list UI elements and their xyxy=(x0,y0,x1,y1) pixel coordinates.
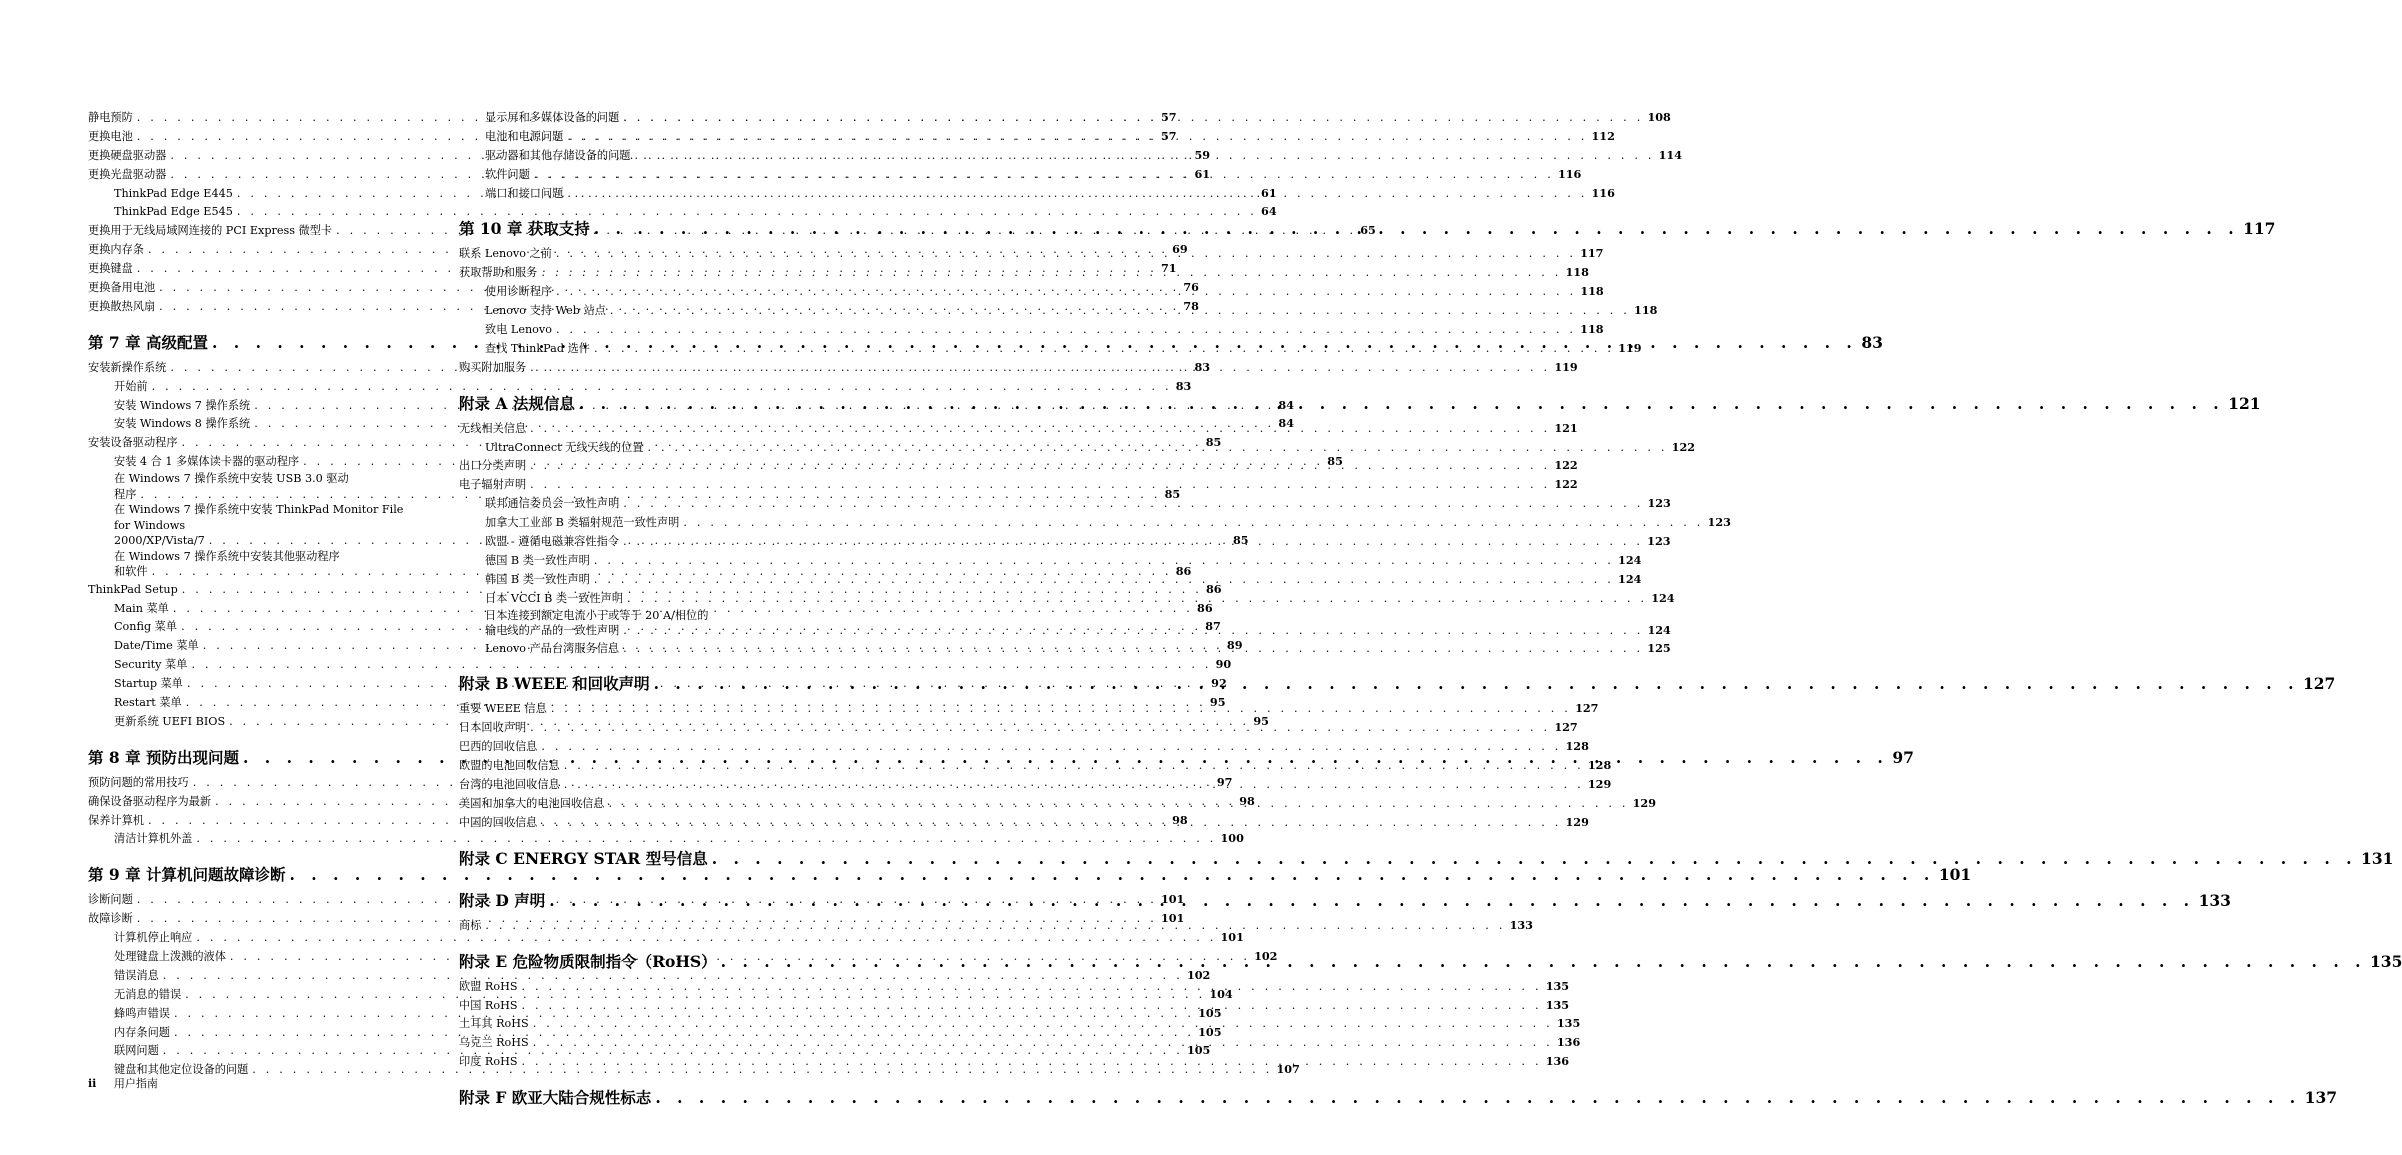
toc-page-number: 85 xyxy=(1327,454,1343,469)
toc-page-number: 124 xyxy=(1651,590,1675,605)
toc-entry-title: 韩国 B 类一致性声明 xyxy=(485,572,590,586)
toc-leader-dots xyxy=(547,700,1571,719)
toc-entry-title: 故障诊断 xyxy=(88,912,133,926)
toc-entry-title: Lenovo 产品台湾服务信息 xyxy=(485,641,620,655)
toc-entry-title: 美国和加拿大的电池回收信息 xyxy=(459,796,605,810)
toc-entry-title: ThinkPad Edge E545 xyxy=(114,205,233,219)
toc-entry-title: 附录 C ENERGY STAR 型号信息 xyxy=(459,848,708,868)
toc-page-number: 117 xyxy=(1580,246,1604,261)
toc-entry-title: Date/Time 菜单 xyxy=(114,639,199,653)
toc-leader-dots xyxy=(518,1053,1542,1072)
toc-entry-title: 更换键盘 xyxy=(88,262,133,276)
toc-entry-title-first-line: 在 Windows 7 操作系统中安装其他驱动程序 xyxy=(114,549,340,563)
toc-entry-title: 附录 F 欧亚大陆合规性标志 xyxy=(459,1088,652,1108)
toc-entry-title: 联系 Lenovo 之前 xyxy=(459,247,552,261)
toc-entry-title: 安装 Windows 8 操作系统 xyxy=(114,417,251,431)
toc-page-number: 84 xyxy=(1278,397,1294,412)
toc-page-number: 61 xyxy=(1261,185,1277,200)
toc-subsection-entry[interactable] xyxy=(459,551,1642,570)
toc-page-number: 101 xyxy=(1220,930,1244,945)
toc-leader-dots xyxy=(619,640,1643,659)
toc-entry-title: 软件问题 xyxy=(485,167,530,181)
toc-entry-title: 更换用于无线局域网连接的 PCI Express 微型卡 xyxy=(88,224,333,238)
toc-page-number: 83 xyxy=(1175,378,1192,393)
toc-page-number: 122 xyxy=(1554,477,1578,492)
toc-entry-title: 清洁计算机外盖 xyxy=(114,832,193,846)
toc-page-number: 78 xyxy=(1183,298,1199,313)
toc-page-number: 98 xyxy=(1239,793,1255,808)
toc-entry-title: 更换内存条 xyxy=(88,243,144,257)
toc-page-number: 95 xyxy=(1253,713,1269,728)
toc-leader-dots xyxy=(619,533,1643,552)
toc-entry-title: 联邦通信委员会一致性声明 xyxy=(485,497,620,511)
toc-entry-title: 输电线的产品的一致性声明 xyxy=(485,624,620,638)
toc-entry-title: Startup 菜单 xyxy=(114,677,183,691)
toc-page-number: 118 xyxy=(1565,265,1589,280)
toc-page-number: 128 xyxy=(1565,739,1589,754)
toc-page-number: 123 xyxy=(1707,515,1731,530)
toc-leader-dots xyxy=(651,1083,2300,1113)
toc-page-number: 127 xyxy=(2302,674,2336,694)
toc-page-number: 119 xyxy=(1554,359,1578,374)
toc-page-number: 135 xyxy=(1545,978,1570,993)
toc-page-number: 125 xyxy=(1647,640,1671,655)
toc-leader-dots xyxy=(590,340,1614,359)
toc-page-number: 107 xyxy=(1276,1062,1300,1077)
toc-entry-title: 确保设备驱动程序为最新 xyxy=(88,794,212,808)
toc-leader-dots xyxy=(619,623,1643,639)
toc-entry-title: 安装 4 合 1 多媒体读卡器的驱动程序 xyxy=(114,455,300,469)
toc-entry-title: 欧盟的电池回收信息 xyxy=(459,759,560,773)
toc-page-number: 97 xyxy=(1216,774,1233,789)
toc-entry-title: 无消息的错误 xyxy=(114,987,182,1001)
toc-entry-title: 商标 xyxy=(459,918,482,932)
toc-chapter-entry[interactable] xyxy=(459,1083,2338,1113)
toc-entry-title: 获取帮助和服务 xyxy=(459,266,538,280)
toc-leader-dots xyxy=(537,814,1561,833)
toc-entry-title: 键盘和其他定位设备的问题 xyxy=(114,1063,249,1077)
toc-entry-title: 巴西的回收信息 xyxy=(459,740,538,754)
toc-entry-title: 电池和电源问题 xyxy=(485,129,564,143)
toc-page-number: 85 xyxy=(1164,486,1181,501)
toc-page-number: 102 xyxy=(1186,967,1211,982)
toc-entry-title: 附录 A 法规信息 xyxy=(459,393,575,413)
toc-entry-title: 查找 ThinkPad 选件 xyxy=(485,341,590,355)
toc-subsection-entry[interactable] xyxy=(459,320,1604,339)
toc-entry-title: 附录 D 声明 xyxy=(459,890,546,910)
toc-page-number: 129 xyxy=(1565,814,1589,829)
toc-page-number: 59 xyxy=(1194,147,1211,162)
toc-page-number: 97 xyxy=(1892,747,1914,767)
toc-page-number: 127 xyxy=(1575,701,1599,716)
toc-page-number: 118 xyxy=(1580,284,1604,299)
toc-leader-dots xyxy=(526,359,1550,378)
toc-page-number: 92 xyxy=(1211,676,1227,691)
toc-page-number: 84 xyxy=(1278,416,1294,431)
toc-page-number: 104 xyxy=(1209,986,1233,1001)
toc-page-number: 98 xyxy=(1172,812,1188,827)
toc-page-number: 86 xyxy=(1197,600,1213,615)
toc-entry-title: 开始前 xyxy=(114,379,148,393)
toc-leader-dots xyxy=(529,1034,1553,1053)
toc-entry-title: 更换备用电池 xyxy=(88,281,156,295)
toc-page-number: 85 xyxy=(1232,533,1249,548)
toc-page-number: 85 xyxy=(1205,435,1222,450)
toc-page-number: 121 xyxy=(2228,393,2261,413)
toc-page-number: 65 xyxy=(1360,223,1376,238)
toc-entry-title: 安装设备驱动程序 xyxy=(88,436,178,450)
toc-entry-title: 更换散热风扇 xyxy=(88,299,156,313)
toc-subsection-entry[interactable] xyxy=(459,494,1671,513)
toc-entry-title: 加拿大工业部 B 类辐射规范一致性声明 xyxy=(485,516,680,530)
toc-subsection-entry[interactable] xyxy=(88,966,1211,985)
toc-page-number: 101 xyxy=(1938,865,1972,885)
toc-leader-dots xyxy=(518,997,1542,1016)
toc-page-number: 61 xyxy=(1194,166,1211,181)
toc-leader-dots xyxy=(643,439,1667,458)
toc-entry-title: 附录 B WEEE 和回收声明 xyxy=(459,674,650,694)
toc-entry-title: 更换电池 xyxy=(88,129,133,143)
toc-entry-title: Security 菜单 xyxy=(114,658,188,672)
toc-leader-dots xyxy=(717,947,2366,977)
toc-entry-title: 附录 E 危险物质限制指令（RoHS） xyxy=(459,951,717,971)
toc-entry-title: 静电预防 xyxy=(88,111,133,124)
toc-page-number: 123 xyxy=(1647,496,1671,511)
toc-page-number: 127 xyxy=(1554,720,1578,735)
toc-entry-title: 第 10 章 获取支持 xyxy=(459,219,590,239)
toc-entry-title: 日本回收声明 xyxy=(459,721,527,735)
toc-entry-title: 驱动器和其他存储设备的问题 xyxy=(485,148,631,162)
toc-page-number: 90 xyxy=(1215,657,1232,672)
toc-leader-dots xyxy=(526,420,1550,439)
footer-book-title: 用户指南 xyxy=(113,1077,158,1090)
toc-leader-dots xyxy=(545,886,2194,916)
toc-leader-dots xyxy=(630,147,1654,166)
toc-page-number: 133 xyxy=(1509,917,1533,932)
toc-entry-title: 更换光盘驱动器 xyxy=(88,167,167,181)
toc-entry-title: 处理键盘上泼溅的液体 xyxy=(114,950,226,963)
toc-entry-title: 蜂鸣声错误 xyxy=(114,1006,170,1020)
toc-page-number: 69 xyxy=(1172,242,1188,257)
toc-page-number: 83 xyxy=(1861,332,1883,352)
toc-page-number: 136 xyxy=(1556,1035,1581,1050)
toc-page-number: 116 xyxy=(1591,185,1615,200)
toc-page-number: 135 xyxy=(1556,1016,1581,1031)
toc-entry-title: Main 菜单 xyxy=(114,601,169,615)
toc-subsection-entry[interactable] xyxy=(88,928,1244,947)
toc-page-number: 105 xyxy=(1198,1024,1222,1039)
toc-page-number: 118 xyxy=(1580,322,1604,337)
toc-page-number: 131 xyxy=(2361,848,2394,868)
toc-entry-title-first-line: 在 Windows 7 操作系统中安装 USB 3.0 驱动 xyxy=(114,472,349,486)
toc-subsection-entry[interactable] xyxy=(88,829,1244,848)
toc-leader-dots xyxy=(563,185,1587,204)
toc-subsection-entry[interactable] xyxy=(459,339,1642,358)
toc-entry-title: 计算机停止响应 xyxy=(114,931,193,945)
toc-entry-title: 更新系统 UEFI BIOS xyxy=(114,714,226,728)
toc-leader-dots xyxy=(530,166,1554,185)
toc-entry-title: 错误消息 xyxy=(114,968,159,982)
toc-entry-title: 重要 WEEE 信息 xyxy=(459,702,547,716)
toc-leader-dots xyxy=(590,571,1614,590)
toc-entry-title: 印度 RoHS xyxy=(459,1055,518,1069)
toc-leader-dots xyxy=(623,590,1647,609)
toc-entry-title: 端口和接口问题 xyxy=(485,186,564,200)
toc-leader-dots xyxy=(606,302,1630,321)
toc-page-number: 122 xyxy=(1554,458,1578,473)
toc-entry-title: 诊断问题 xyxy=(88,893,133,907)
toc-page-number: 124 xyxy=(1618,571,1642,586)
toc-entry-title: 欧盟 - 遵循电磁兼容性指令 xyxy=(485,535,619,549)
toc-entry-title: 土耳其 RoHS xyxy=(459,1017,529,1031)
toc-page-number: 64 xyxy=(1261,204,1277,219)
toc-leader-dots xyxy=(619,495,1643,514)
toc-page-number: 89 xyxy=(1226,638,1243,653)
toc-entry-title: 日本 VCCI B 类一致性声明 xyxy=(485,591,624,605)
toc-leader-dots xyxy=(590,214,2239,244)
toc-leader-dots xyxy=(619,109,1643,128)
toc-page-number: 57 xyxy=(1160,128,1177,143)
toc-leader-dots xyxy=(552,283,1576,302)
toc-entry-title: 第 7 章 高级配置 xyxy=(88,332,208,352)
footer-page-number: ii xyxy=(88,1077,97,1090)
toc-entry-title: 第 9 章 计算机问题故障诊断 xyxy=(88,865,286,885)
toc-entry-second-line xyxy=(114,486,1181,503)
toc-page-number: 114 xyxy=(1658,147,1682,162)
toc-entry-title: 安装新操作系统 xyxy=(88,360,167,374)
toc-page-number: 129 xyxy=(1632,795,1656,810)
toc-leader-dots xyxy=(537,264,1561,283)
toc-section-entry[interactable] xyxy=(459,737,1589,756)
toc-leader-dots xyxy=(563,128,1587,147)
toc-entry-title: UltraConnect 无线天线的位置 xyxy=(485,440,644,454)
toc-page-number: 119 xyxy=(1618,340,1642,355)
toc-leader-dots xyxy=(526,457,1550,476)
toc-page-number: 101 xyxy=(1160,911,1185,926)
toc-entry-title: 中国 RoHS xyxy=(459,998,518,1012)
toc-page-number: 112 xyxy=(1591,128,1615,143)
toc-section-entry[interactable] xyxy=(459,756,1612,775)
toc-entry-title: 出口分类声明 xyxy=(459,459,527,473)
toc-page-number: 57 xyxy=(1160,110,1177,124)
toc-page-number: 76 xyxy=(1183,280,1199,295)
toc-leader-dots xyxy=(679,514,1703,533)
toc-page-number: 86 xyxy=(1205,581,1222,596)
toc-page-number: 128 xyxy=(1587,758,1612,773)
toc-entry-title: 2000/XP/Vista/7 xyxy=(114,534,205,548)
toc-subsection-entry[interactable] xyxy=(88,377,1192,396)
toc-page-number: 123 xyxy=(1647,534,1671,549)
toc-leader-dots xyxy=(560,776,1584,795)
toc-entry-title: Restart 菜单 xyxy=(114,695,182,709)
toc-page-number: 129 xyxy=(1587,777,1612,792)
toc-entry-title-first-line: 在 Windows 7 操作系统中安装 ThinkPad Monitor File for Windows xyxy=(114,503,404,532)
toc-page-number: 136 xyxy=(1545,1054,1570,1069)
toc-page-number: 124 xyxy=(1647,623,1671,638)
toc-entry-title: 欧盟 RoHS xyxy=(459,979,518,993)
toc-leader-dots xyxy=(518,978,1542,997)
toc-page-number: 133 xyxy=(2198,890,2231,910)
toc-page-number: 122 xyxy=(1671,439,1696,454)
toc-page-number: 117 xyxy=(2243,219,2276,239)
toc-page-number: 116 xyxy=(1557,166,1582,181)
toc-chapter-entry[interactable] xyxy=(88,860,1972,890)
toc-entry-title-first-line: 日本连接到额定电流小于或等于 20 A/相位的 xyxy=(485,608,709,622)
toc-leader-dots xyxy=(590,552,1614,571)
toc-entry-title: 第 8 章 预防出现问题 xyxy=(88,747,239,767)
toc-entry-title: 内存条问题 xyxy=(114,1025,170,1039)
toc-leader-dots xyxy=(537,738,1561,757)
toc-page-number: 137 xyxy=(2304,1088,2338,1108)
toc-entry-title: 致电 Lenovo xyxy=(485,323,552,337)
toc-entry-title: 程序 xyxy=(114,487,137,501)
toc-entry-title: 购买附加服务 xyxy=(459,360,527,374)
toc-entry-title: Lenovo 支持 Web 站点 xyxy=(485,304,606,318)
toc-entry-title: 无线相关信息 xyxy=(459,421,527,435)
toc-entry-title: ThinkPad Setup xyxy=(88,582,178,596)
toc-entry-title: 显示屏和多媒体设备的问题 xyxy=(485,111,620,124)
toc-page-number: 95 xyxy=(1209,694,1226,709)
toc-leader-dots xyxy=(560,757,1584,776)
toc-page-number: 135 xyxy=(2370,951,2402,971)
toc-page-number: 102 xyxy=(1254,949,1278,963)
toc-page-number: 100 xyxy=(1220,831,1244,846)
page-footer xyxy=(88,1075,158,1091)
toc-entry-title: 台湾的电池回收信息 xyxy=(459,778,560,792)
toc-page-number: 105 xyxy=(1198,1005,1222,1020)
toc-page-number: 121 xyxy=(1554,420,1578,435)
toc-page-number: 105 xyxy=(1186,1043,1211,1058)
toc-entry-title: 预防问题的常用技巧 xyxy=(88,775,189,789)
toc-subsection-entry[interactable] xyxy=(88,655,1232,674)
toc-entry-title: 更换硬盘驱动器 xyxy=(88,148,167,162)
toc-page-number: 86 xyxy=(1175,564,1192,579)
toc-entry-title: 使用诊断程序 xyxy=(485,285,553,299)
toc-leader-dots xyxy=(526,719,1550,738)
toc-page-number: 71 xyxy=(1160,261,1177,276)
toc-chapter-entry[interactable] xyxy=(459,844,2394,874)
toc-entry-title: 乌克兰 RoHS xyxy=(459,1036,529,1050)
toc-leader-dots xyxy=(708,844,2357,874)
toc-page-number: 108 xyxy=(1647,110,1671,124)
toc-page-number: 87 xyxy=(1205,619,1221,634)
toc-leader-dots xyxy=(529,1015,1553,1034)
toc-leader-dots xyxy=(526,476,1550,495)
toc-entry-title: 联网问题 xyxy=(114,1044,159,1058)
toc-entry-title: ThinkPad Edge E445 xyxy=(114,186,233,200)
toc-leader-dots xyxy=(575,389,2224,419)
toc-leader-dots xyxy=(552,321,1576,340)
toc-entry-title: 和软件 xyxy=(114,565,148,579)
toc-page-number: 118 xyxy=(1634,303,1658,318)
toc-subsection-entry[interactable] xyxy=(459,513,1731,532)
toc-page-number: 101 xyxy=(1160,892,1185,907)
toc-entry-title: 保养计算机 xyxy=(88,813,144,827)
toc-page-number: 124 xyxy=(1618,552,1642,567)
toc-leader-dots xyxy=(604,795,1628,814)
toc-page-number: 83 xyxy=(1194,359,1211,374)
toc-entry-title: 中国的回收信息 xyxy=(459,815,538,829)
toc-entry-title: 电子辐射声明 xyxy=(459,478,527,492)
toc-leader-dots xyxy=(650,669,2299,699)
toc-leader-dots xyxy=(552,245,1576,264)
toc-page-number: 135 xyxy=(1545,997,1570,1012)
toc-subsection-entry[interactable] xyxy=(88,202,1277,221)
toc-entry-title: 安装 Windows 7 操作系统 xyxy=(114,398,251,412)
toc-leader-dots xyxy=(481,917,1505,936)
toc-entry-title: Config 菜单 xyxy=(114,620,178,634)
toc-entry-title: 德国 B 类一致性声明 xyxy=(485,553,590,567)
